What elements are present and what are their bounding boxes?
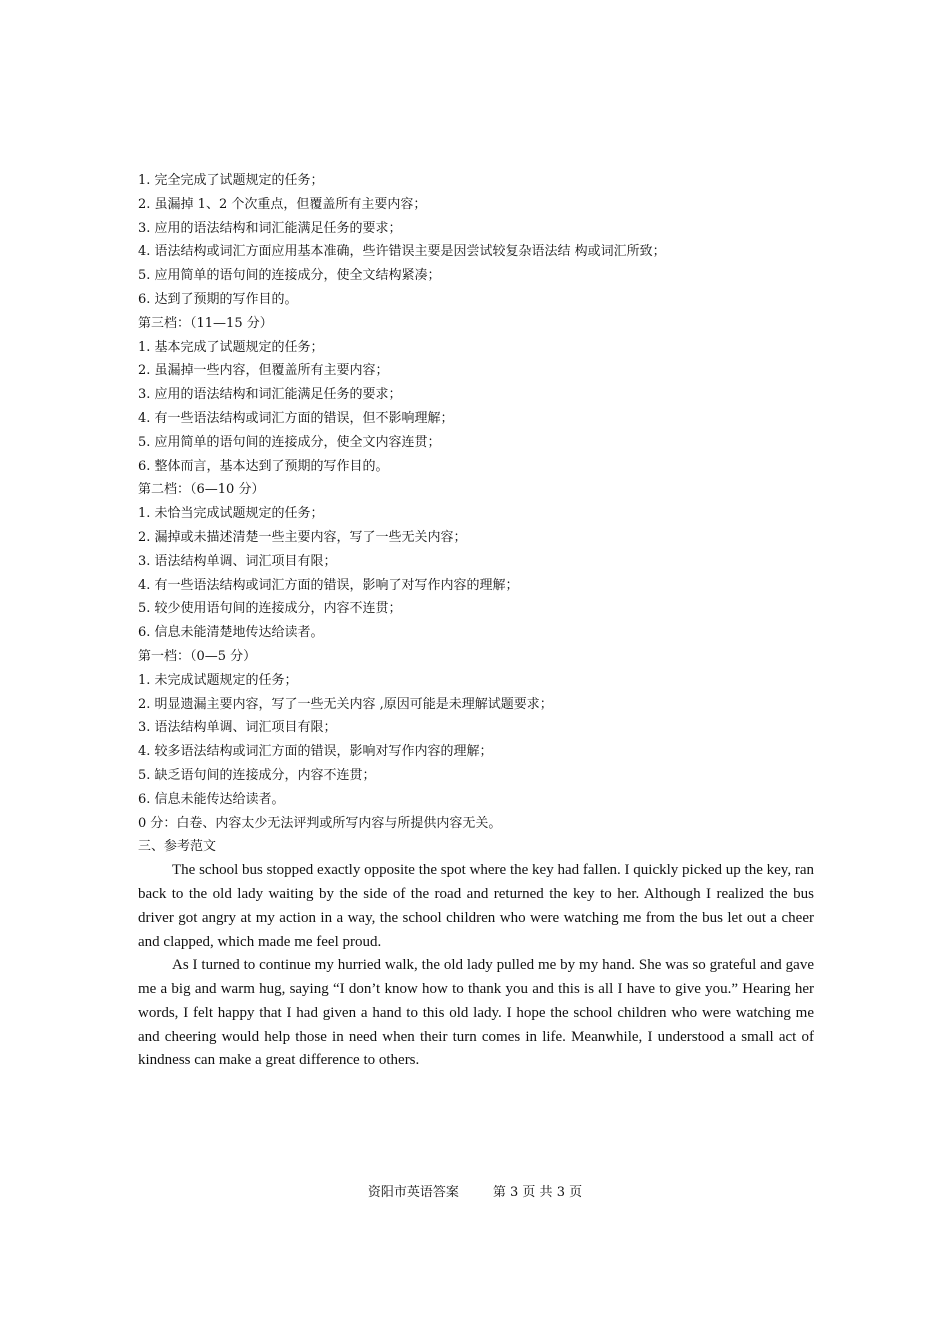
criteria-item: 4. 语法结构或词汇方面应用基本准确，些许错误主要是因尝试较复杂语法结 构或词汇所致；	[138, 244, 666, 260]
criteria-item: 2. 明显遗漏主要内容，写了一些无关内容 ,原因可能是未理解试题要求；	[138, 696, 553, 712]
criteria-item: 2. 虽漏掉 1、2 个次重点，但覆盖所有主要内容；	[138, 196, 427, 212]
criteria-item: 5. 应用简单的语句间的连接成分，使全文内容连贯；	[138, 434, 441, 450]
criteria-item: 1. 基本完成了试题规定的任务；	[138, 339, 324, 355]
criteria-item: 3. 应用的语法结构和词汇能满足任务的要求；	[138, 387, 402, 403]
criteria-item: 5. 较少使用语句间的连接成分，内容不连贯；	[138, 601, 402, 617]
grade-2-heading: 第二档：（6—10 分）	[138, 482, 265, 498]
criteria-item: 2. 漏掉或未描述清楚一些主要内容，写了一些无关内容；	[138, 529, 467, 545]
criteria-item: 4. 较多语法结构或词汇方面的错误，影响对写作内容的理解；	[138, 744, 493, 760]
criteria-item: 6. 信息未能清楚地传达给读者。	[138, 625, 324, 641]
criteria-item: 5. 缺乏语句间的连接成分，内容不连贯；	[138, 767, 376, 783]
criteria-item: 4. 有一些语法结构或词汇方面的错误，影响了对写作内容的理解；	[138, 577, 519, 593]
criteria-item: 1. 未完成试题规定的任务；	[138, 672, 298, 688]
grade-1-heading: 第一档：（0—5 分）	[138, 648, 257, 664]
grade-4-criteria	[138, 169, 814, 312]
essay-paragraph: The school bus stopped exactly opposite the spot where the key had fallen. I quickly picked up the key, ran back to the old lady waiting by the side of the road and returned the key to her. Although I realized the bus driver got angry at my action in a way, the school children who were watching me from the bus let out a cheer and clapped, which made me feel proud.	[138, 862, 814, 950]
criteria-item: 3. 应用的语法结构和词汇能满足任务的要求；	[138, 220, 402, 236]
zero-score-note: 0 分：白卷、内容太少无法评判或所写内容与所提供内容无关。	[138, 815, 502, 831]
content	[138, 169, 814, 1073]
criteria-item: 1. 未恰当完成试题规定的任务；	[138, 506, 324, 522]
criteria-item: 4. 有一些语法结构或词汇方面的错误，但不影响理解；	[138, 410, 454, 426]
footer-title: 资阳市英语答案	[367, 1185, 459, 1200]
page-number: 第 3 页 共 3 页	[492, 1185, 583, 1200]
criteria-item: 6. 信息未能传达给读者。	[138, 791, 285, 807]
essay-paragraph: As I turned to continue my hurried walk, the old lady pulled me by my hand. She was so grateful and gave me a big and warm hug, saying “I don’t know how to thank you and this is all I have to give you.” Hearing her words, I felt happy that I had given a hand to this old lady. I hope the school children who were watching me and cheering would help those in need when their turn comes in life. Meanwhile, I understood a small act of kindness can make a great difference to others.	[138, 957, 814, 1069]
grade-1-criteria	[138, 645, 814, 812]
model-essay	[138, 859, 814, 1073]
criteria-item: 3. 语法结构单调、词汇项目有限；	[138, 720, 337, 736]
criteria-item: 3. 语法结构单调、词汇项目有限；	[138, 553, 337, 569]
criteria-item: 6. 整体而言，基本达到了预期的写作目的。	[138, 458, 389, 474]
criteria-item: 1. 完全完成了试题规定的任务；	[138, 173, 324, 188]
section-heading: 三、参考范文	[138, 839, 217, 855]
grade-2-criteria	[138, 478, 814, 645]
criteria-item: 2. 虽漏掉一些内容，但覆盖所有主要内容；	[138, 363, 389, 379]
page-footer	[0, 1181, 950, 1200]
grade-3-heading: 第三档：（11—15 分）	[138, 315, 273, 331]
criteria-item: 5. 应用简单的语句间的连接成分，使全文结构紧凑；	[138, 268, 441, 284]
criteria-item: 6. 达到了预期的写作目的。	[138, 291, 298, 307]
grade-3-criteria	[138, 312, 814, 479]
